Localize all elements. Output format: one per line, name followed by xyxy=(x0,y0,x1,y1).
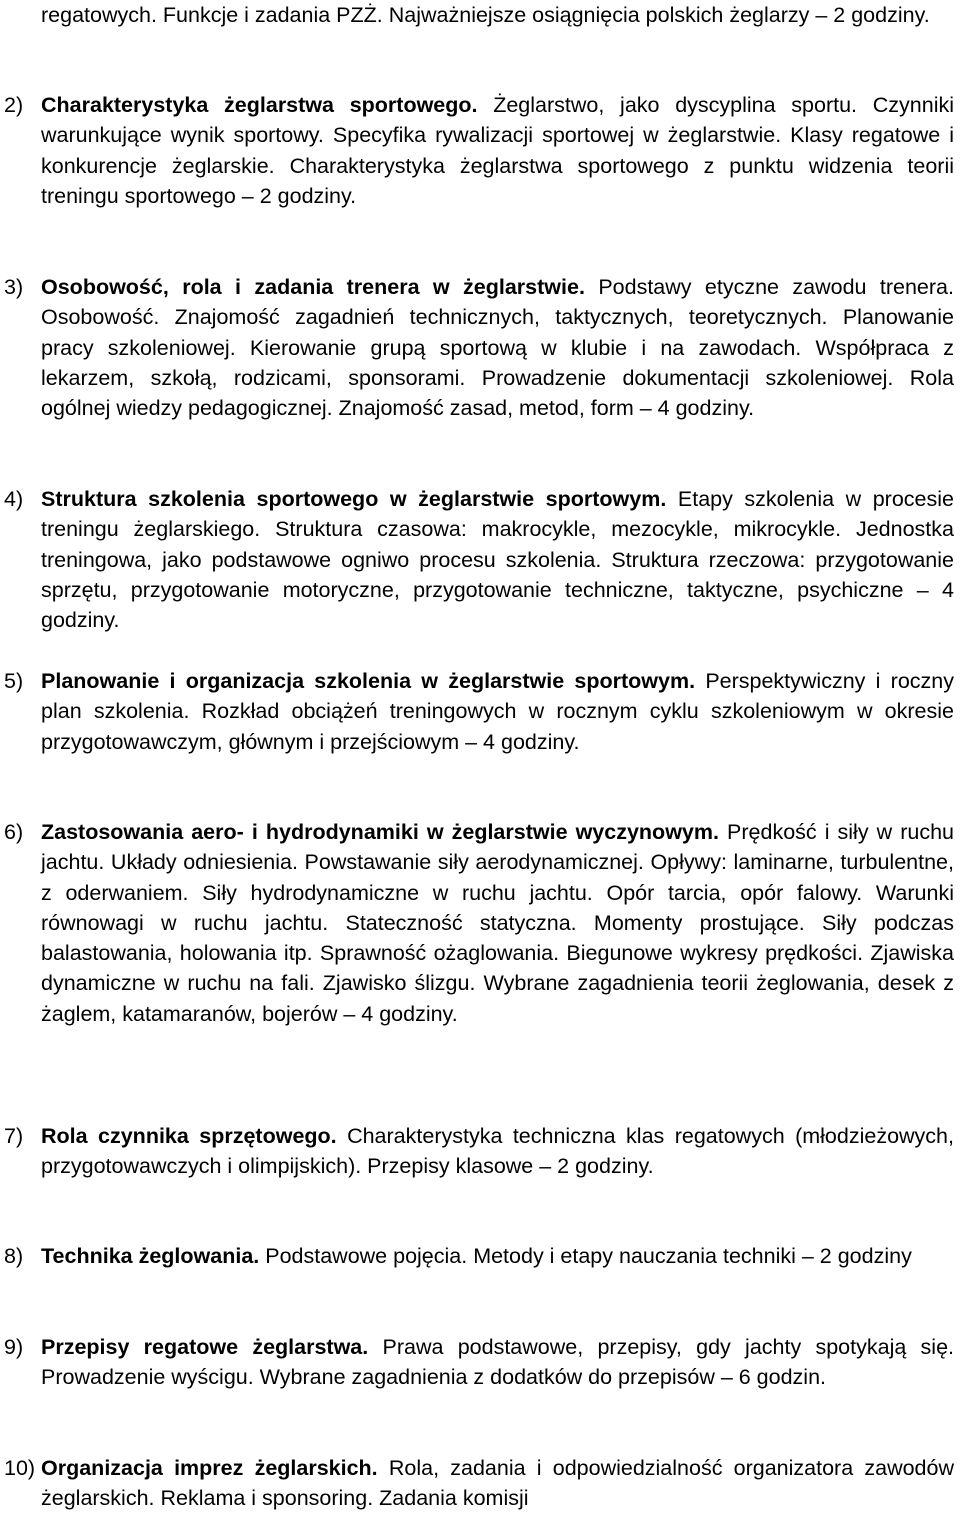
item-text: Żeglarstwo, jako dyscyplina sportu. Czynniki warunkujące wynik sportowy. Specyfika rywalizacji sportowej w żeglarstwie. Klasy regatowe i konkurencje żeglarskie. Charakterystyka żeglarstwa sportowego z punktu widzenia teorii treningu sportowego – 2 godziny. xyxy=(41,93,954,208)
item-number: 6) xyxy=(4,820,24,844)
item-number: 4) xyxy=(4,487,24,511)
item-number: 10) xyxy=(4,1456,36,1480)
item-text: Charakterystyka techniczna klas regatowych (młodzieżowych, przygotowawczych i olimpijskich). Przepisy klasowe – 2 godziny. xyxy=(41,1124,954,1179)
list-item xyxy=(4,1121,954,1182)
item-title: Przepisy regatowe żeglarstwa. xyxy=(41,1335,369,1359)
item-text: Etapy szkolenia w procesie treningu żeglarskiego. Struktura czasowa: makrocykle, mezocykle, mikrocykle. Jednostka treningowa, jako podstawowe ogniwo procesu szkolenia. Struktura rzeczowa: przygotowanie sprzętu, przygotowanie motoryczne, przygotowanie techniczne, taktyczne, psychiczne – 4 godziny. xyxy=(41,487,954,633)
item-title: Charakterystyka żeglarstwa sportowego. xyxy=(41,93,478,117)
item-title: Osobowość, rola i zadania trenera w żeglarstwie. xyxy=(41,275,585,299)
item-number: 2) xyxy=(4,93,24,117)
item-number: 8) xyxy=(4,1244,24,1268)
item-title: Organizacja imprez żeglarskich. xyxy=(41,1456,378,1480)
list-item xyxy=(4,484,954,635)
list-item xyxy=(4,666,954,757)
list-item xyxy=(4,90,954,211)
item-title: Rola czynnika sprzętowego. xyxy=(41,1124,337,1148)
list-item xyxy=(4,1332,954,1393)
item-title: Technika żeglowania. xyxy=(41,1244,260,1268)
item-text: Perspektywiczny i roczny plan szkolenia. Rozkład obciążeń treningowych w rocznym cyklu szkoleniowym w okresie przygotowawczym, głównym i przejściowym – 4 godziny. xyxy=(41,669,954,754)
list-item xyxy=(4,817,954,1029)
item-number: 9) xyxy=(4,1335,24,1359)
item-title: Struktura szkolenia sportowego w żeglarstwie sportowym. xyxy=(41,487,667,511)
continuation-paragraph: regatowych. Funkcje i zadania PZŻ. Najważniejsze osiągnięcia polskich żeglarzy – 2 godziny. xyxy=(41,3,930,27)
item-title: Zastosowania aero- i hydrodynamiki w żeglarstwie wyczynowym. xyxy=(41,820,719,844)
list-item xyxy=(4,272,954,423)
item-text: Rola, zadania i odpowiedzialność organizatora zawodów żeglarskich. Reklama i sponsoring. Zadania komisji xyxy=(41,1456,955,1511)
item-text: Podstawy etyczne zawodu trenera. Osobowość. Znajomość zagadnień technicznych, taktycznych, teoretycznych. Planowanie pracy szkoleniowej. Kierowanie grupą sportową w klubie i na zawodach. Współpraca z lekarzem, szkołą, rodzicami, sponsorami. Prowadzenie dokumentacji szkoleniowej. Rola ogólnej wiedzy pedagogicznej. Znajomość zasad, metod, form – 4 godziny. xyxy=(41,275,954,421)
item-title: Planowanie i organizacja szkolenia w żeglarstwie sportowym. xyxy=(41,669,696,693)
item-text: Prawa podstawowe, przepisy, gdy jachty spotykają się. Prowadzenie wyścigu. Wybrane zagadnienia z dodatków do przepisów – 6 godzin. xyxy=(41,1335,955,1390)
item-number: 3) xyxy=(4,275,24,299)
list-item xyxy=(4,1241,954,1271)
list-item xyxy=(4,1453,954,1514)
item-text: Podstawowe pojęcia. Metody i etapy nauczania techniki – 2 godziny xyxy=(265,1244,912,1268)
item-number: 5) xyxy=(4,669,24,693)
item-number: 7) xyxy=(4,1124,24,1148)
item-text: Prędkość i siły w ruchu jachtu. Układy odniesienia. Powstawanie siły aerodynamicznej. Opływy: laminarne, turbulentne, z oderwaniem. Siły hydrodynamiczne w ruchu jachtu. Opór tarcia, opór falowy. Warunki równowagi w ruchu jachtu. Stateczność statyczna. Momenty prostujące. Siły podczas balastowania, holowania itp. Sprawność ożaglowania. Biegunowe wykresy prędkości. Zjawiska dynamiczne w ruchu na fali. Zjawisko ślizgu. Wybrane zagadnienia teorii żeglowania, desek z żaglem, katamaranów, bojerów – 4 godziny. xyxy=(41,820,954,1026)
